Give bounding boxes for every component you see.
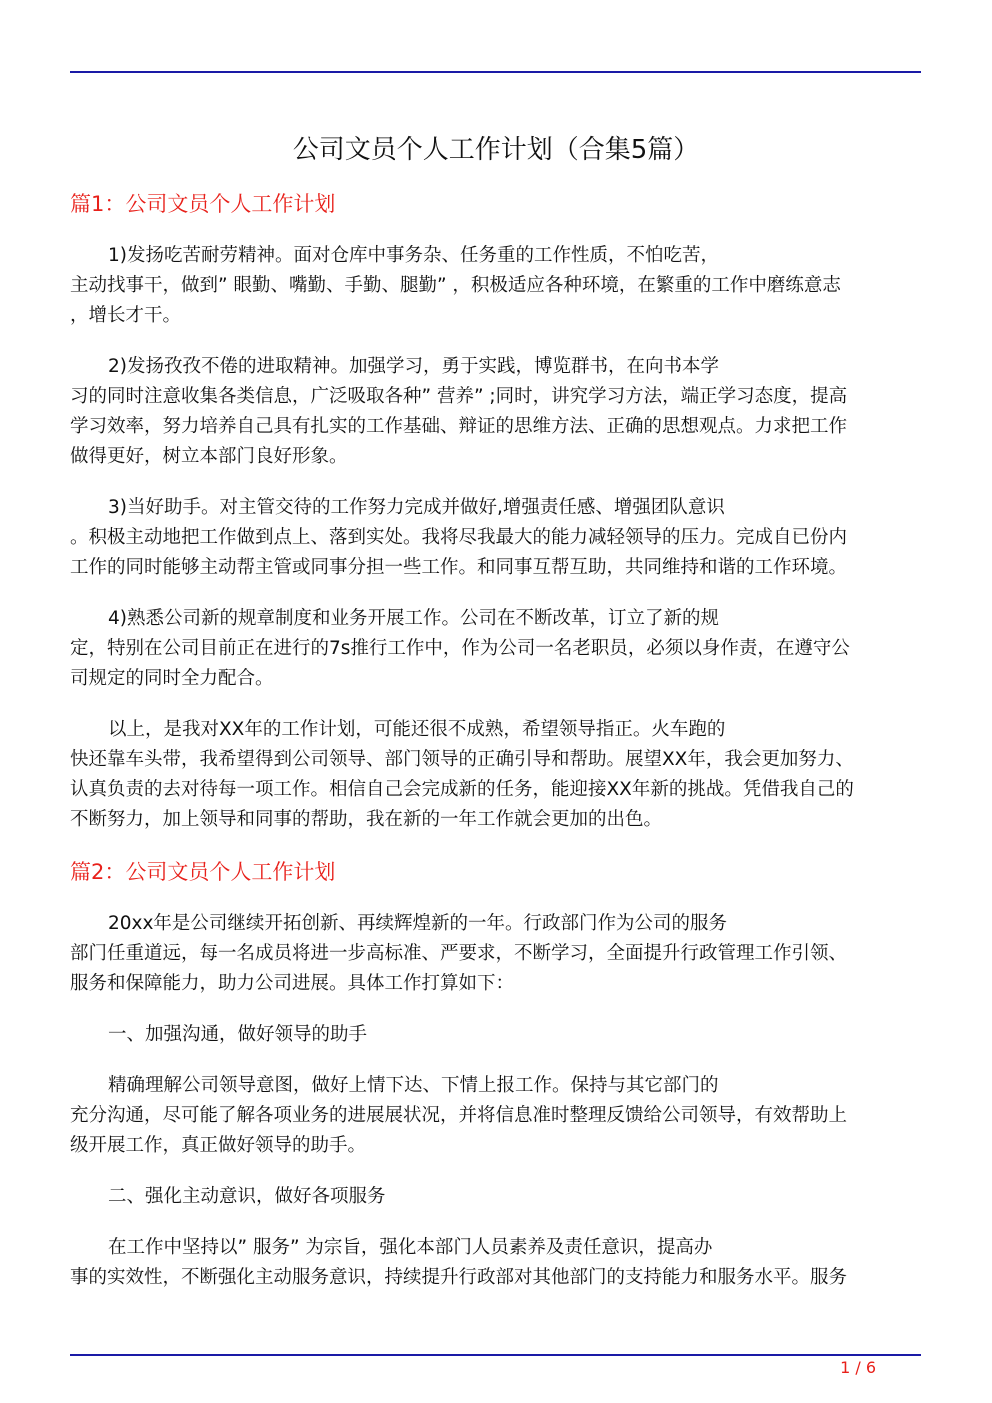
paragraph-line: 充分沟通，尽可能了解各项业务的进展展状况，并将信息准时整理反馈给公司领导，有效帮助上 <box>70 1105 848 1126</box>
header-rule <box>70 71 921 73</box>
paragraph-line: 级开展工作，真正做好领导的助手。 <box>70 1135 367 1156</box>
document-body <box>70 189 921 1293</box>
paragraph-line: 学习效率，努力培养自己具有扎实的工作基础、辩证的思维方法、正确的思想观点。力求把工作 <box>70 416 848 437</box>
paragraph-line: 不断努力，加上领导和同事的帮助，我在新的一年工作就会更加的出色。 <box>70 809 663 830</box>
paragraph-line: 习的同时注意收集各类信息，广泛吸取各种” 营养” ;同时，讲究学习方法，端正学习态度，提高 <box>70 386 848 407</box>
paragraph <box>70 1182 921 1212</box>
paragraph <box>70 1020 921 1050</box>
paragraph-line: 。积极主动地把工作做到点上、落到实处。我将尽我最大的能力减轻领导的压力。完成自已份内 <box>70 527 848 548</box>
paragraph-line: 认真负责的去对待每一项工作。相信自己会完成新的任务，能迎接XX年新的挑战。凭借我自己的 <box>70 779 854 800</box>
paragraph-line: 一、加强沟通，做好领导的助手 <box>108 1024 368 1045</box>
section-heading: 篇1：公司文员个人工作计划 <box>70 192 336 216</box>
paragraph-line: 3)当好助手。对主管交待的工作努力完成并做好,增强责任感、增强团队意识 <box>108 497 725 518</box>
paragraph-line: 精确理解公司领导意图，做好上情下达、下情上报工作。保持与其它部门的 <box>108 1075 719 1096</box>
paragraph-line: 二、强化主动意识，做好各项服务 <box>108 1186 386 1207</box>
paragraph-line: 以上，是我对XX年的工作计划，可能还很不成熟，希望领导指正。火车跑的 <box>108 719 726 740</box>
paragraph-line: 事的实效性，不断强化主动服务意识，持续提升行政部对其他部门的支持能力和服务水平。服务 <box>70 1267 848 1288</box>
paragraph <box>70 604 921 694</box>
paragraph-line: 1)发扬吃苦耐劳精神。面对仓库中事务杂、任务重的工作性质，不怕吃苦， <box>108 245 719 266</box>
section-heading: 篇2：公司文员个人工作计划 <box>70 860 336 884</box>
paragraph <box>70 241 921 331</box>
page-number: 1 / 6 <box>840 1358 876 1377</box>
paragraph <box>70 352 921 472</box>
paragraph <box>70 715 921 835</box>
paragraph-line: 部门任重道远，每一名成员将进一步高标准、严要求，不断学习，全面提升行政管理工作引领、 <box>70 943 848 964</box>
paragraph-line: 2)发扬孜孜不倦的进取精神。加强学习，勇于实践，博览群书，在向书本学 <box>108 356 719 377</box>
paragraph-line: 服务和保障能力，助力公司进展。具体工作打算如下： <box>70 973 515 994</box>
document-title: 公司文员个人工作计划（合集5篇） <box>292 135 700 165</box>
paragraph-line: 20xx年是公司继续开拓创新、再续辉煌新的一年。行政部门作为公司的服务 <box>108 913 727 934</box>
paragraph <box>70 493 921 583</box>
paragraph <box>70 1071 921 1161</box>
paragraph-line: 在工作中坚持以” 服务” 为宗旨，强化本部门人员素养及责任意识，提高办 <box>108 1237 713 1258</box>
paragraph-line: 工作的同时能够主动帮主管或同事分担一些工作。和同事互帮互助，共同维持和谐的工作环境。 <box>70 557 848 578</box>
paragraph-line: ，增长才干。 <box>70 305 182 326</box>
paragraph-line: 司规定的同时全力配合。 <box>70 668 274 689</box>
paragraph-line: 4)熟悉公司新的规章制度和业务开展工作。公司在不断改革，订立了新的规 <box>108 608 719 629</box>
paragraph-line: 主动找事干，做到” 眼勤、嘴勤、手勤、腿勤” ，积极适应各种环境，在繁重的工作中磨练意志 <box>70 275 841 296</box>
paragraph-line: 快还靠车头带，我希望得到公司领导、部门领导的正确引导和帮助。展望XX年，我会更加努力、 <box>70 749 854 770</box>
paragraph-line: 做得更好，树立本部门良好形象。 <box>70 446 348 467</box>
footer-rule <box>70 1354 921 1356</box>
paragraph <box>70 1233 921 1293</box>
paragraph-line: 定，特别在公司目前正在进行的7s推行工作中，作为公司一名老职员，必须以身作责，在遵守公 <box>70 638 850 659</box>
paragraph <box>70 909 921 999</box>
